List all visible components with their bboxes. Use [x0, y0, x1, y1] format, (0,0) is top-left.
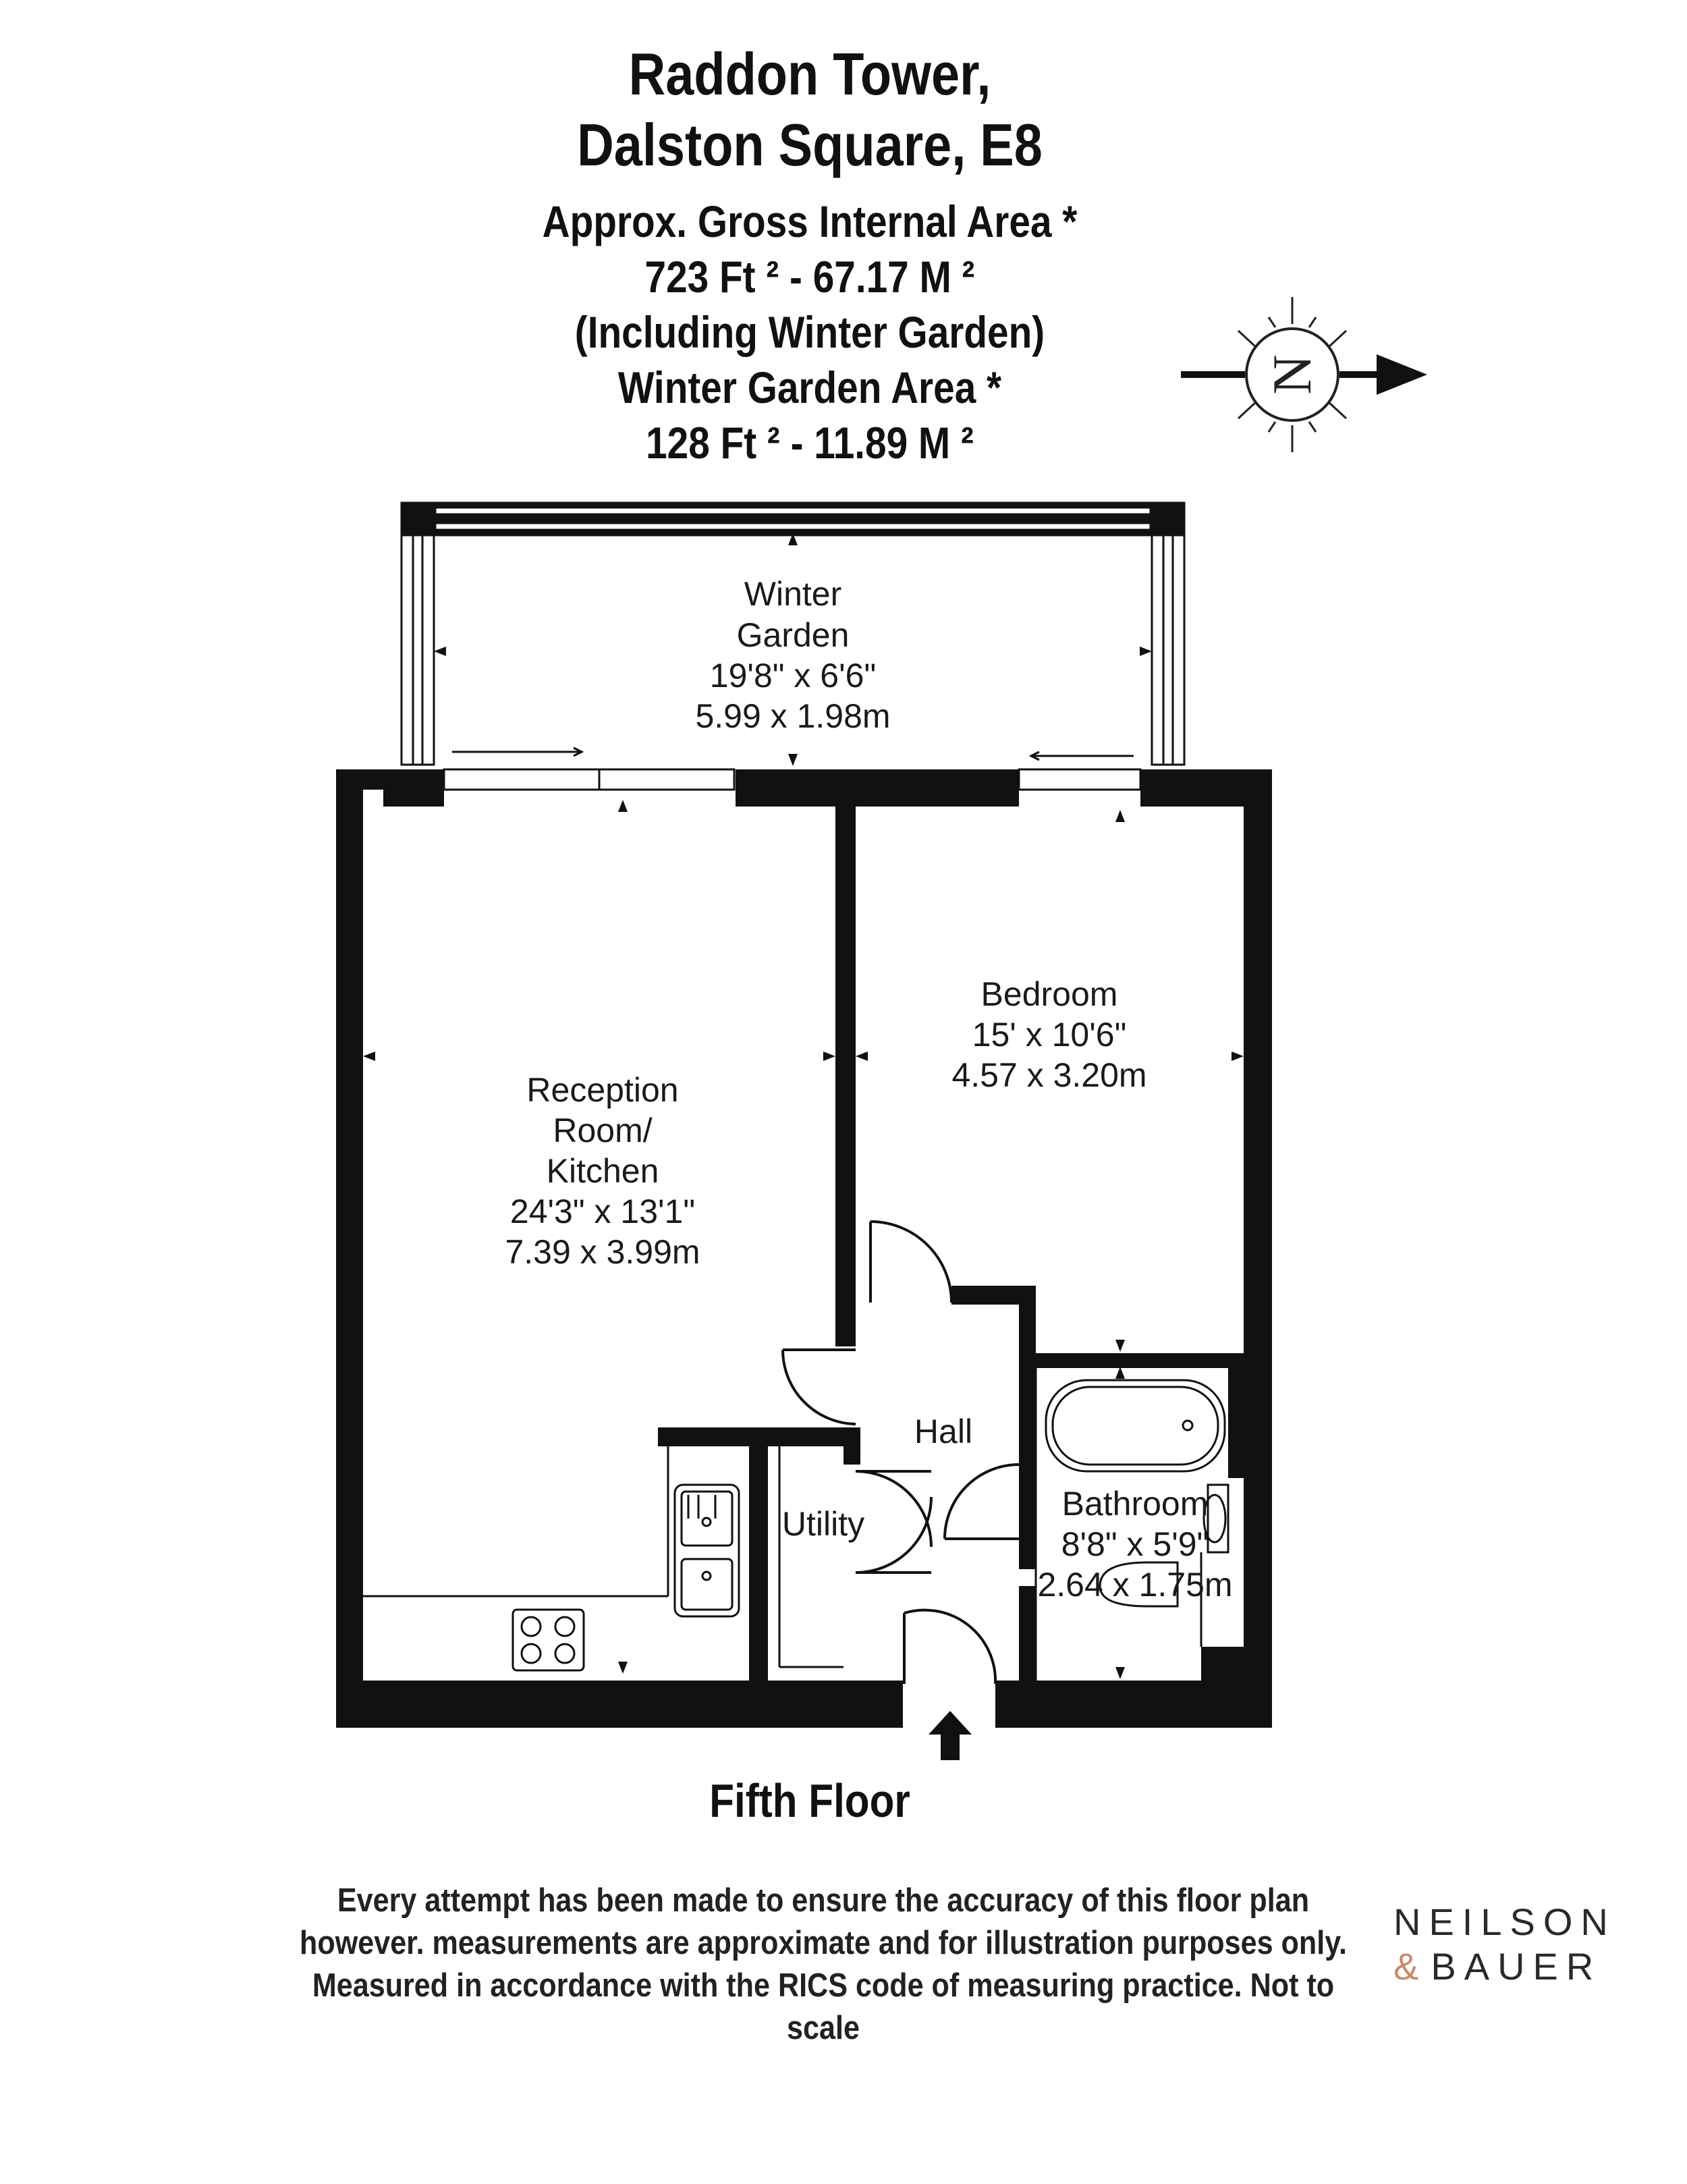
room-name: Hall — [914, 1413, 973, 1450]
room-dimension-imperial: 15' x 10'6" — [972, 1016, 1127, 1054]
gross-area-title: Approx. Gross Internal Area * — [542, 196, 1078, 246]
entrance-arrow-icon — [929, 1711, 972, 1760]
room-name: Garden — [736, 616, 850, 654]
room-dimension-metric: 2.64 x 1.75m — [1037, 1566, 1233, 1604]
room-winter-garden — [695, 575, 890, 735]
room-reception-kitchen — [505, 1071, 700, 1271]
compass-letter: N — [1261, 354, 1323, 395]
property-address: Dalston Square, E8 — [577, 111, 1043, 178]
room-dimension-metric: 5.99 x 1.98m — [695, 697, 891, 735]
room-dimension-imperial: 19'8" x 6'6" — [709, 657, 877, 694]
winter-garden-area-value: 128 Ft ² - 11.89 M ² — [646, 418, 974, 468]
room-name: Bathroom — [1061, 1485, 1209, 1523]
logo-ampersand: & — [1393, 1945, 1419, 1988]
agency-logo — [1393, 1900, 1616, 1989]
north-compass-icon — [1181, 297, 1427, 452]
floor-label: Fifth Floor — [709, 1774, 910, 1827]
room-dimension-metric: 4.57 x 3.20m — [951, 1056, 1147, 1094]
room-name: Winter — [744, 575, 842, 613]
room-name: Reception — [526, 1071, 679, 1109]
property-name: Raddon Tower, — [628, 40, 991, 107]
gross-area-note: (Including Winter Garden) — [574, 307, 1045, 357]
room-name: Room/ — [553, 1112, 653, 1149]
room-dimension-imperial: 24'3" x 13'1" — [509, 1193, 696, 1230]
disclaimer — [295, 1880, 1352, 2050]
room-dimension-imperial: 8'8" x 5'9" — [1061, 1525, 1209, 1563]
room-name: Bedroom — [980, 975, 1118, 1013]
kitchen-fittings — [363, 1446, 844, 1670]
gross-area-value: 723 Ft ² - 67.17 M ² — [644, 252, 975, 302]
room-bathroom — [1037, 1485, 1232, 1604]
logo-line-2: BAUER — [1431, 1945, 1602, 1988]
disclaimer-line: however. measurements are approximate and for illustration purposes only. — [300, 1925, 1347, 1961]
bathroom-fittings — [1036, 1367, 1228, 1681]
room-bedroom — [951, 975, 1146, 1094]
winter-garden-area-title: Winter Garden Area * — [617, 362, 1002, 412]
room-name: Kitchen — [546, 1152, 659, 1190]
disclaimer-line: Every attempt has been made to ensure the accuracy of this floor plan — [337, 1882, 1310, 1919]
room-utility — [782, 1505, 864, 1543]
room-dimension-metric: 7.39 x 3.99m — [505, 1233, 700, 1271]
disclaimer-line: Measured in accordance with the RICS code of measuring practice. Not to scale — [312, 1967, 1335, 2046]
logo-line-1: NEILSON — [1393, 1901, 1616, 1943]
room-hall — [914, 1413, 972, 1450]
room-name: Utility — [781, 1505, 865, 1543]
